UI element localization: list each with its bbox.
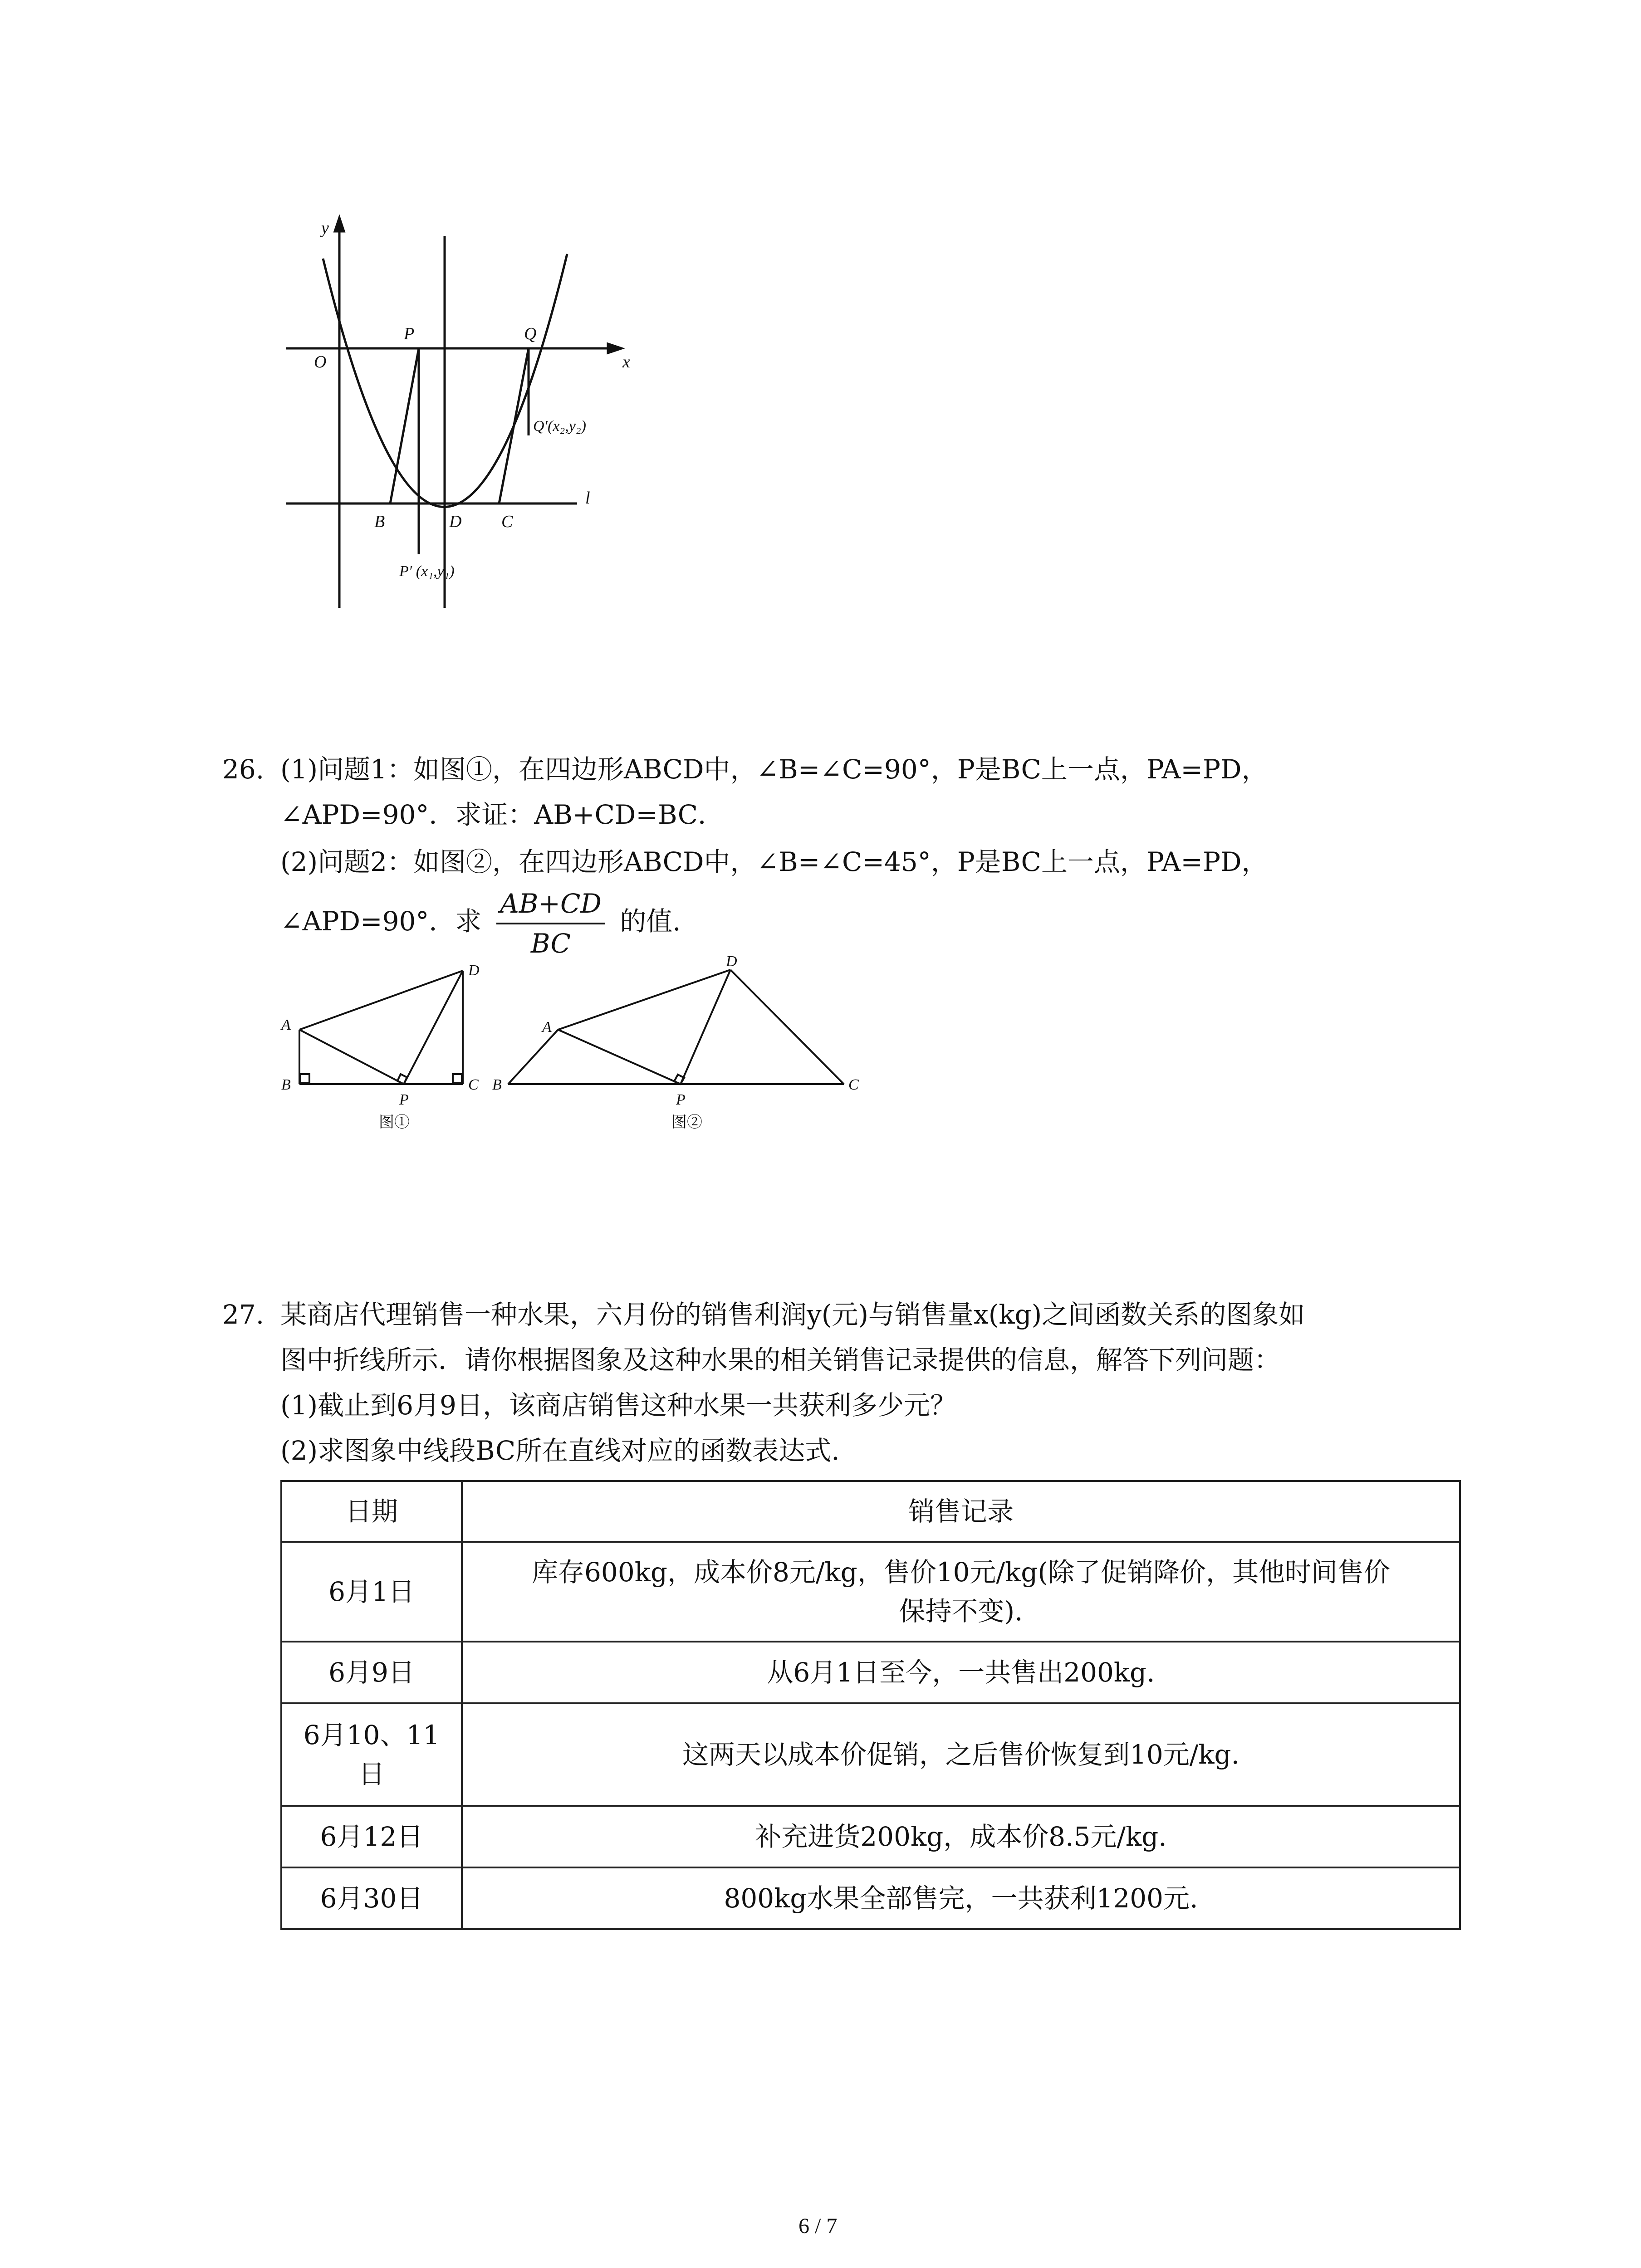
fig1-label-a: A [281,1017,291,1033]
row-record: 补充进货200kg，成本价8.5元/kg. [462,1806,1460,1867]
row-record: 这两天以成本价促销，之后售价恢复到10元/kg. [462,1703,1460,1806]
row-record-line1: 库存600kg，成本价8元/kg，售价10元/kg(除了促销降价，其他时间售价 [532,1557,1390,1588]
row-date: 6月12日 [281,1806,462,1867]
label-y: y [321,219,329,238]
fig2-label-a: A [542,1019,552,1036]
q27-number: 27. [222,1299,265,1330]
q26-line3: (2)问题2：如图②，在四边形ABCD中，∠B=∠C=45°，P是BC上一点，PA=PD， [280,846,1268,877]
row-record: 从6月1日至今，一共售出200kg. [462,1642,1460,1703]
label-p: P [404,324,415,343]
q27-line1: 某商店代理销售一种水果，六月份的销售利润y(元)与销售量x(kg)之间函数关系的图象如 [280,1299,1305,1330]
q26-line1: (1)问题1：如图①，在四边形ABCD中，∠B=∠C=90°，P是BC上一点，PA=PD， [280,754,1268,785]
row-date [281,1703,462,1806]
table-row [281,1703,1460,1806]
row-record [462,1542,1460,1642]
fig1-label-b: B [281,1076,291,1093]
sales-record-table [280,1480,1461,1930]
fig2-caption: 图② [671,1114,702,1131]
figure-1 [272,957,508,1143]
q26-number: 26. [222,754,265,785]
fig1-label-p: P [399,1091,409,1108]
q26-fraction-numerator: AB+CD [496,885,605,924]
y-axis-arrow [335,218,344,231]
parabola-figure [272,213,644,612]
table-row [281,1867,1460,1929]
table-row [281,1642,1460,1703]
fig2-label-b: B [492,1076,502,1093]
q27-line3: (1)截止到6月9日，该商店销售这种水果一共获利多少元？ [280,1390,956,1421]
figure-2 [490,948,880,1143]
table-row [281,1806,1460,1867]
row-record: 800kg水果全部售完，一共获利1200元. [462,1867,1460,1929]
label-d: D [449,512,462,531]
row-record-line2: 保持不变). [899,1596,1023,1627]
header-date: 日期 [281,1481,462,1542]
fig2-label-d: D [726,953,737,970]
table-header-row [281,1481,1460,1542]
fig1-label-d: D [468,962,480,979]
q26-fraction-denominator: BC [530,928,571,959]
table-row [281,1542,1460,1642]
segment-qc [499,348,529,503]
label-o: O [314,352,327,371]
q26-line4-prefix: ∠APD=90°．求 [280,906,482,937]
q26-line4-suffix: 的值. [620,906,681,937]
q27-line4: (2)求图象中线段BC所在直线对应的函数表达式. [280,1435,840,1466]
x-axis-arrow [608,344,622,353]
page-number: 6 / 7 [798,2214,838,2238]
row-date: 6月9日 [281,1642,462,1703]
label-l: l [585,489,590,508]
row-date-line1: 6月10、11 [303,1720,440,1750]
label-c: C [501,512,513,531]
fig1-caption: 图① [379,1114,410,1131]
fig2-label-c: C [848,1076,859,1093]
label-b: B [374,512,385,531]
row-date: 6月30日 [281,1867,462,1929]
label-p-prime: P′ (x₁,y₁) [399,563,455,580]
q26-line2: ∠APD=90°．求证：AB+CD=BC． [280,799,725,830]
row-date-line2: 日 [358,1759,385,1789]
label-q: Q [524,324,537,343]
label-q-prime: Q′(x₂,y₂) [533,418,586,435]
fig1-label-c: C [468,1076,479,1093]
label-x: x [622,352,630,371]
row-date: 6月1日 [281,1542,462,1642]
q27-line2: 图中折线所示．请你根据图象及这种水果的相关销售记录提供的信息，解答下列问题： [280,1344,1281,1375]
header-record: 销售记录 [462,1481,1460,1542]
fig2-label-p: P [676,1091,686,1108]
